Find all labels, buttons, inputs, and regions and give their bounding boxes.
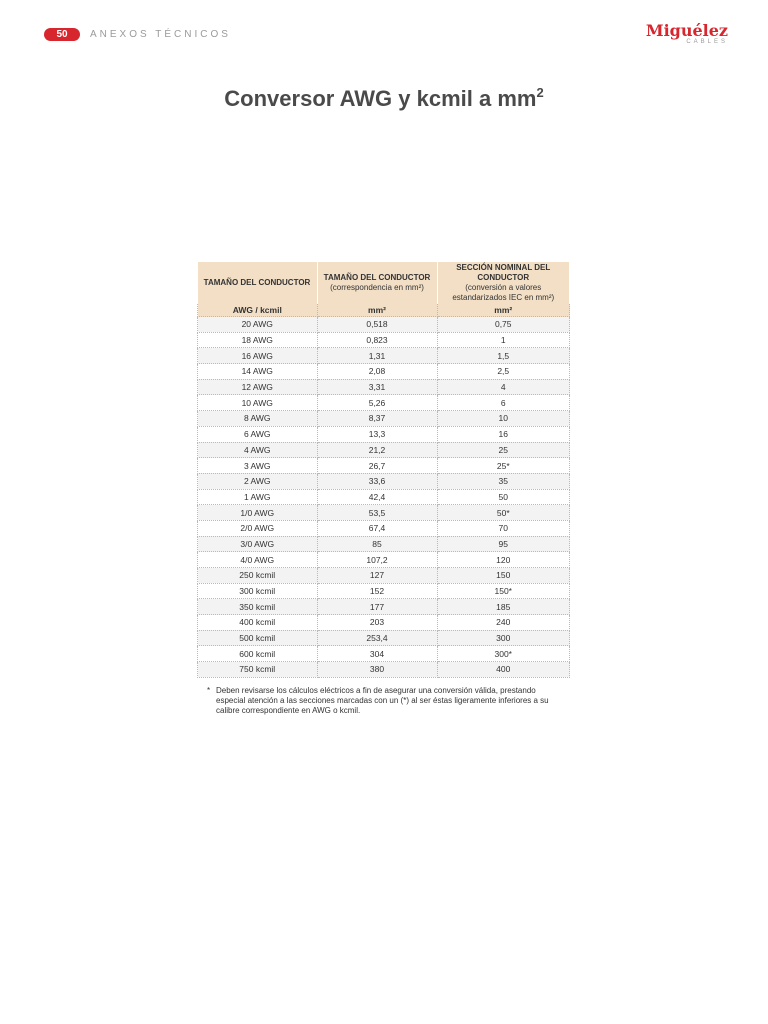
table-cell: 2 AWG xyxy=(198,473,318,489)
table-cell: 177 xyxy=(317,599,437,615)
table-row xyxy=(198,473,570,489)
table-row xyxy=(198,568,570,584)
table-cell: 127 xyxy=(317,568,437,584)
table-cell: 120 xyxy=(437,552,570,568)
table-row xyxy=(198,489,570,505)
table-cell: 67,4 xyxy=(317,520,437,536)
table-cell: 25* xyxy=(437,458,570,474)
table-cell: 1,31 xyxy=(317,348,437,364)
table-row xyxy=(198,630,570,646)
table-row xyxy=(198,426,570,442)
table-row xyxy=(198,583,570,599)
table-cell: 152 xyxy=(317,583,437,599)
table-cell: 380 xyxy=(317,662,437,678)
table-cell: 3,31 xyxy=(317,379,437,395)
footnote-text: Deben revisarse los cálculos eléctricos a fin de asegurar una conversión válida, prestando especial atención a las secciones marcadas con un (*) al ser éstas ligeramente inferiores a su calibre correspondiente en AWG o kcmil. xyxy=(216,686,549,715)
table-row xyxy=(198,536,570,552)
table-cell: 203 xyxy=(317,615,437,631)
table-cell: 300 xyxy=(437,630,570,646)
table-cell: 8,37 xyxy=(317,411,437,427)
column-header-iec xyxy=(437,262,570,304)
table-cell: 50* xyxy=(437,505,570,521)
table-cell: 53,5 xyxy=(317,505,437,521)
table-row xyxy=(198,599,570,615)
column-header-awg xyxy=(198,262,318,304)
table-row xyxy=(198,646,570,662)
unit-cell: AWG / kcmil xyxy=(198,304,318,317)
column-header-mm2 xyxy=(317,262,437,304)
units-row xyxy=(198,304,570,317)
table-cell: 14 AWG xyxy=(198,364,318,380)
table-row xyxy=(198,615,570,631)
table-cell: 1,5 xyxy=(437,348,570,364)
table-cell: 3/0 AWG xyxy=(198,536,318,552)
brand-logo xyxy=(628,22,728,45)
table-row xyxy=(198,395,570,411)
table-cell: 6 xyxy=(437,395,570,411)
table-cell: 35 xyxy=(437,473,570,489)
table-row xyxy=(198,442,570,458)
table-row xyxy=(198,317,570,333)
table-cell: 8 AWG xyxy=(198,411,318,427)
table-row xyxy=(198,458,570,474)
table-cell: 4 xyxy=(437,379,570,395)
table-row xyxy=(198,348,570,364)
table-cell: 304 xyxy=(317,646,437,662)
table-row xyxy=(198,379,570,395)
table-cell: 240 xyxy=(437,615,570,631)
table-cell: 5,26 xyxy=(317,395,437,411)
table-cell: 0,823 xyxy=(317,332,437,348)
column-header-subtitle: (conversión a valores estandarizados IEC en mm²) xyxy=(452,283,555,302)
table-cell: 1 xyxy=(437,332,570,348)
table-cell: 0,518 xyxy=(317,317,437,333)
footnote xyxy=(208,686,558,716)
table-cell: 300 kcmil xyxy=(198,583,318,599)
table-cell: 150 xyxy=(437,568,570,584)
unit-cell: mm² xyxy=(437,304,570,317)
table-row xyxy=(198,505,570,521)
table-cell: 95 xyxy=(437,536,570,552)
table-row xyxy=(198,332,570,348)
table-cell: 25 xyxy=(437,442,570,458)
table-row xyxy=(198,552,570,568)
table-header-row xyxy=(198,262,570,304)
table-cell: 253,4 xyxy=(317,630,437,646)
table-cell: 3 AWG xyxy=(198,458,318,474)
column-header-subtitle: (correspondencia en mm²) xyxy=(330,283,424,292)
table-cell: 33,6 xyxy=(317,473,437,489)
table-cell: 1/0 AWG xyxy=(198,505,318,521)
table-row xyxy=(198,662,570,678)
table-cell: 1 AWG xyxy=(198,489,318,505)
table-cell: 16 AWG xyxy=(198,348,318,364)
column-header-title: SECCIÓN NOMINAL DEL CONDUCTOR xyxy=(456,263,551,282)
table-cell: 12 AWG xyxy=(198,379,318,395)
table-cell: 250 kcmil xyxy=(198,568,318,584)
table-cell: 13,3 xyxy=(317,426,437,442)
table-cell: 10 xyxy=(437,411,570,427)
table-cell: 185 xyxy=(437,599,570,615)
column-header-title: TAMAÑO DEL CONDUCTOR xyxy=(323,273,431,282)
unit-cell: mm² xyxy=(317,304,437,317)
column-header-title: TAMAÑO DEL CONDUCTOR xyxy=(203,278,311,287)
page-title xyxy=(0,86,768,112)
page-number-badge: 50 xyxy=(44,28,80,41)
table-cell: 107,2 xyxy=(317,552,437,568)
brand-subtitle: CABLES xyxy=(686,39,728,45)
table-cell: 26,7 xyxy=(317,458,437,474)
table-cell: 400 xyxy=(437,662,570,678)
table-cell: 2/0 AWG xyxy=(198,520,318,536)
table-cell: 500 kcmil xyxy=(198,630,318,646)
table-cell: 10 AWG xyxy=(198,395,318,411)
table-cell: 750 kcmil xyxy=(198,662,318,678)
page-title-text: Conversor AWG y kcmil a mm xyxy=(224,86,537,111)
table-cell: 42,4 xyxy=(317,489,437,505)
page-title-superscript: 2 xyxy=(536,85,544,100)
table-cell: 150* xyxy=(437,583,570,599)
table-cell: 600 kcmil xyxy=(198,646,318,662)
table-row xyxy=(198,364,570,380)
section-label: ANEXOS TÉCNICOS xyxy=(90,29,231,40)
table-cell: 6 AWG xyxy=(198,426,318,442)
conversion-table xyxy=(197,262,570,678)
table-cell: 350 kcmil xyxy=(198,599,318,615)
table-cell: 50 xyxy=(437,489,570,505)
table-cell: 300* xyxy=(437,646,570,662)
table-cell: 0,75 xyxy=(437,317,570,333)
brand-name: Miguélez xyxy=(645,21,728,40)
table-cell: 4 AWG xyxy=(198,442,318,458)
table-cell: 20 AWG xyxy=(198,317,318,333)
table-cell: 85 xyxy=(317,536,437,552)
table-cell: 400 kcmil xyxy=(198,615,318,631)
table-cell: 2,5 xyxy=(437,364,570,380)
table-row xyxy=(198,411,570,427)
table-cell: 70 xyxy=(437,520,570,536)
footnote-mark: * xyxy=(207,686,211,695)
table-cell: 2,08 xyxy=(317,364,437,380)
table-row xyxy=(198,520,570,536)
table-cell: 4/0 AWG xyxy=(198,552,318,568)
table-cell: 18 AWG xyxy=(198,332,318,348)
table-cell: 16 xyxy=(437,426,570,442)
table-cell: 21,2 xyxy=(317,442,437,458)
